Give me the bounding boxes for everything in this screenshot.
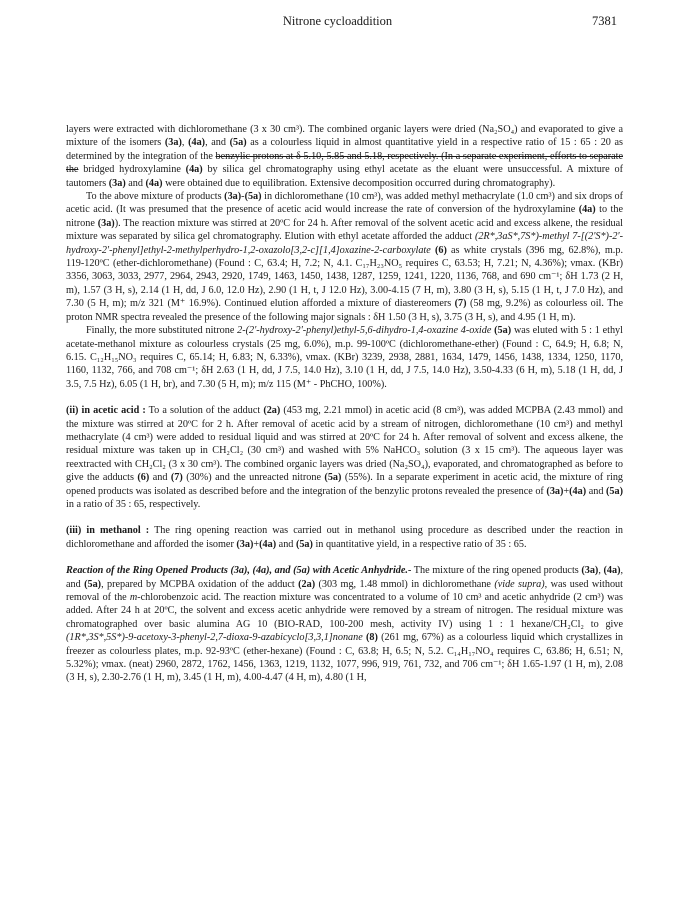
text-segment: + [253, 538, 260, 550]
text-segment: and [149, 472, 171, 484]
text-segment: and [586, 485, 607, 497]
text-segment: (4a) [145, 177, 163, 189]
text-segment: , [181, 137, 189, 149]
text-segment: (5a) [606, 485, 623, 497]
text-segment: The mixture of the ring opened products [411, 565, 582, 577]
text-segment: (30%) and the unreacted nitrone [182, 472, 325, 484]
text-segment: and [125, 177, 146, 189]
text-segment: -chlorobenzoic acid. The reaction mixture was concentrated to a volume of 10 cm³ and acetic anhydride (2 cm³) was added. After 24 h at 20ºC, the solvent and excess acetic anhydride were removed by a stream of nitrogen. The residual mixture was chromatographed over basic alumina AG 10 (BIO-RAD, 100-200 mesh, activity IV) using 1 : 1 hexane/CH₂Cl₂ to give [66, 592, 624, 630]
text-segment: (4a) [578, 204, 596, 216]
running-title: Nitrone cycloaddition [282, 14, 393, 28]
text-segment: The ring opening reaction was carried out in methanol using procedure as described under the reaction in dichloromethane and afforded the isomer [66, 525, 624, 550]
text-segment: (3a) [236, 538, 254, 550]
text-segment: (5a) [84, 578, 102, 590]
text-segment: Reaction of the Ring Opened Products (3a), (4a), and (5a) with Acetic Anhydride.- [66, 565, 412, 577]
text-segment: , prepared by MCPBA oxidation of the adduct [101, 578, 299, 590]
text-segment: (3a) [97, 217, 115, 229]
text-segment: in a ratio of 35 : 65, respectively. [66, 498, 201, 510]
text-segment: as a colourless liquid in almost quantitative yield in a respective ratio of 15 : 65 : 20 as determined by the integration of the [66, 137, 624, 162]
text-segment: (5a) [295, 538, 313, 550]
text-segment: - [241, 191, 245, 203]
text-segment: to the nitrone [66, 204, 623, 229]
text-segment: bridged hydroxylamine [78, 164, 186, 176]
text-segment: (ii) in acetic acid : [66, 405, 146, 417]
text-segment: was eluted with 5 : 1 ethyl acetate-methanol mixture as colourless crystals (25 mg, 6.0%), m.p. 99-100ºC (dichloromethane-ether) (Found : C, 64.9; H, 6.8; N, 6.15. C₁₂H₁₅NO₃ requires C, 65.14; H, 6.83; N, 6.33%), νmax. (KBr) 3239, 2938, 2881, 1634, 1479, 1456, 1438, 1334, 1250, 1170, 1160, 1132, 766, and 708 cm⁻¹; δH 2.63 (1 H, dd, J 7.5, 14.0 Hz), 3.10 (1 H, dd, J 7.5, 14.0 Hz), 3.50-4.33 (6 H, m), 5.18 (1 H, dd, J 3.5, 7.5 Hz), 6.05 (1 H, br), and 7.30 (5 H, m); m/z 115 (M⁺ - PhCHO, 100%). [66, 325, 623, 390]
text-segment: (2R*,3aS*,7S*)-methyl 7-[(2'S*)-2'-hydroxy-2'-phenyl]ethyl-2-methylperhydro-1,2-oxazolo[3,2-c][1,4]oxazine-2-carboxylate [66, 231, 624, 256]
paragraph-nitrone-elution [66, 324, 623, 391]
text-segment: (1R*,3S*,5S*)-9-acetoxy-3-phenyl-2,7-dioxa-9-azabicyclo[3,3,1]nonane [66, 632, 363, 644]
text-segment: (3a) [581, 565, 599, 577]
text-segment: To the above mixture of products [86, 191, 225, 203]
text-segment: were obtained due to equilibration. Extensive decomposition occurred during chromatography). [162, 177, 556, 189]
text-segment: (5a) [324, 472, 342, 484]
text-segment: , [598, 565, 604, 577]
text-segment: 2-(2'-hydroxy-2'-phenyl)ethyl-5,6-dihydro-1,4-oxazine 4-oxide [237, 325, 492, 337]
text-segment: (7) [454, 298, 467, 310]
text-segment: (iii) in methanol : [66, 525, 150, 537]
text-segment: , was used without removal of the [66, 578, 623, 603]
text-segment: (58 mg, 9.2%) as colourless oil. The proton NMR spectra revealed the presence of the following major signals : δH 1.50 (3 H, s), 3.75 (3 H, s), and 4.95 (1 H, m). [66, 298, 623, 323]
text-segment: (303 mg, 1.48 mmol) in dichloromethane [315, 578, 495, 590]
text-segment: (vide supra) [494, 578, 545, 590]
text-segment: Finally, the more substituted nitrone [86, 325, 238, 337]
text-segment: (7) [170, 472, 183, 484]
text-segment: (5a) [244, 191, 262, 203]
text-segment: (3a) [164, 137, 182, 149]
paragraph-acetic-anhydride [66, 564, 623, 685]
experimental-text [66, 123, 623, 685]
text-segment: (6) [137, 472, 150, 484]
text-segment: (4a) [185, 164, 203, 176]
paragraph-methacrylate-reaction [66, 190, 623, 324]
page-header [0, 14, 675, 34]
page-number: 7381 [592, 14, 617, 28]
paragraph-isomer-mixture [66, 123, 623, 190]
text-segment: (4a) [569, 485, 587, 497]
paragraph-acetic-acid [66, 404, 623, 511]
text-segment: (5a) [229, 137, 247, 149]
text-segment: (3a) [224, 191, 242, 203]
text-segment: (5a) [494, 325, 512, 337]
text-segment: (6) [434, 244, 447, 256]
text-segment: in quantitative yield, in a respective ratio of 35 : 65. [312, 538, 527, 550]
text-segment: (2a) [263, 405, 281, 417]
text-segment: , and [66, 565, 624, 590]
text-segment: benzylic protons at δ 5.10, 5.85 and 5.18, respectively. (In a separate experiment, efforts to separate the [66, 150, 623, 176]
text-segment: (4a) [603, 565, 621, 577]
text-segment: , and [205, 137, 230, 149]
text-segment: (55%). In a separate experiment in acetic acid, the mixture of ring opened products was isolated as described before and the integration of the benzylic protons revealed the presence of [66, 472, 624, 497]
text-segment: ). The reaction mixture was stirred at 20ºC for 24 h. After removal of the solvent acetic acid and excess alkene, the residual mixture was separated by silica gel chromatography. Elution with ethyl acetate afforded the adduct [66, 217, 624, 243]
text-segment: (261 mg, 67%) as a colourless liquid which crystallizes in freezer as colourless plates, m.p. 92-93ºC (ether-hexane) (Found : C, 63.8; H, 6.5; N, 5.2. C₁₄H₁₇NO₄ requires C, 63.86; H, 6.51; N, 5.32%); νmax. (neat) 2960, 2872, 1762, 1456, 1363, 1219, 1132, 1077, 996, 919, 761, 732, and 706 cm⁻¹; δH 1.65-1.97 (1 H, m), 2.08 (3 H, s), 2.30-2.76 (1 H, m), 3.45 (1 H, m), 4.00-4.47 (4 H, m), 4.80 (1 H, [66, 632, 624, 684]
text-segment: (8) [365, 632, 378, 644]
text-segment: in dichloromethane (10 cm³), was added methyl methacrylate (1.0 cm³) and six drops of acetic acid. (It was presumed that the presence of acetic acid would increase the rate of conversion of the hydroxylamine [66, 191, 623, 216]
text-segment: as white crystals (396 mg, 62.8%), m.p. 119-120ºC (ether-dichloromethane) (Found : C, 63.4; H, 7.2; N, 4.1. C₁₇H₂₃NO₅ requires C, 63.53; H, 7.21; N, 4.36%); νmax. (KBr) 3356, 3063, 3033, 2977, 2964, 2943, 2920, 1749, 1463, 1450, 1438, 1287, 1259, 1241, 1220, 1136, 768, and 690 cm⁻¹; δH 1.73 (2 H, m), 1.57 (3 H, s), 2.14 (1 H, dd, J 6.0, 12.0 Hz), 2.90 (1 H, t, J 12.0 Hz), 3.00-4.15 (7 H, m), 3.80 (3 H, s), 5.15 (1 H, t, J 7.0 Hz), and 7.30 (5 H, m); m/z 321 (M⁺ 16.9%). Continued elution afforded a mixture of diastereomers [66, 244, 623, 310]
text-segment: by silica gel chromatography using ethyl acetate as the eluant were unsuccessful. A mixture of tautomers [66, 164, 623, 189]
text-segment: (4a) [188, 137, 206, 149]
text-segment: (3a) [108, 177, 126, 189]
text-segment: (2a) [298, 578, 316, 590]
text-segment: + [563, 485, 570, 497]
text-segment: layers were extracted with dichloromethane (3 x 30 cm³). The combined organic layers were dried (Na₂SO₄) and evaporated to give a mixture of the isomers [66, 124, 623, 149]
text-segment: m [129, 592, 138, 603]
paragraph-methanol [66, 524, 623, 551]
text-segment: (4a) [259, 538, 277, 550]
text-segment: and [276, 538, 296, 550]
text-segment: (3a) [546, 485, 564, 497]
text-segment: To a solution of the adduct [145, 405, 264, 417]
text-segment: (453 mg, 2.21 mmol) in acetic acid (8 cm³), was added MCPBA (2.43 mmol) and the mixture was stirred at 20ºC for 2 h. After removal of acetic acid by a stream of nitrogen, dichloromethane (10 cm³) and methyl methacrylate (4 cm³) were added to residual liquid and was stirred at 20ºC for 24 h. After removal of solvent and excess alkene, the residual mixture was taken up in CH₂Cl₂ (30 cm³) and washed with 5% NaHCO₃ solution (3 x 15 cm³). The aqueous layer was reextracted with CH₂Cl₂ (3 x 30 cm³). The combined organic layers was dried (Na₂SO₄), evaporated, and chromatographed as before to give the adducts [66, 405, 623, 484]
